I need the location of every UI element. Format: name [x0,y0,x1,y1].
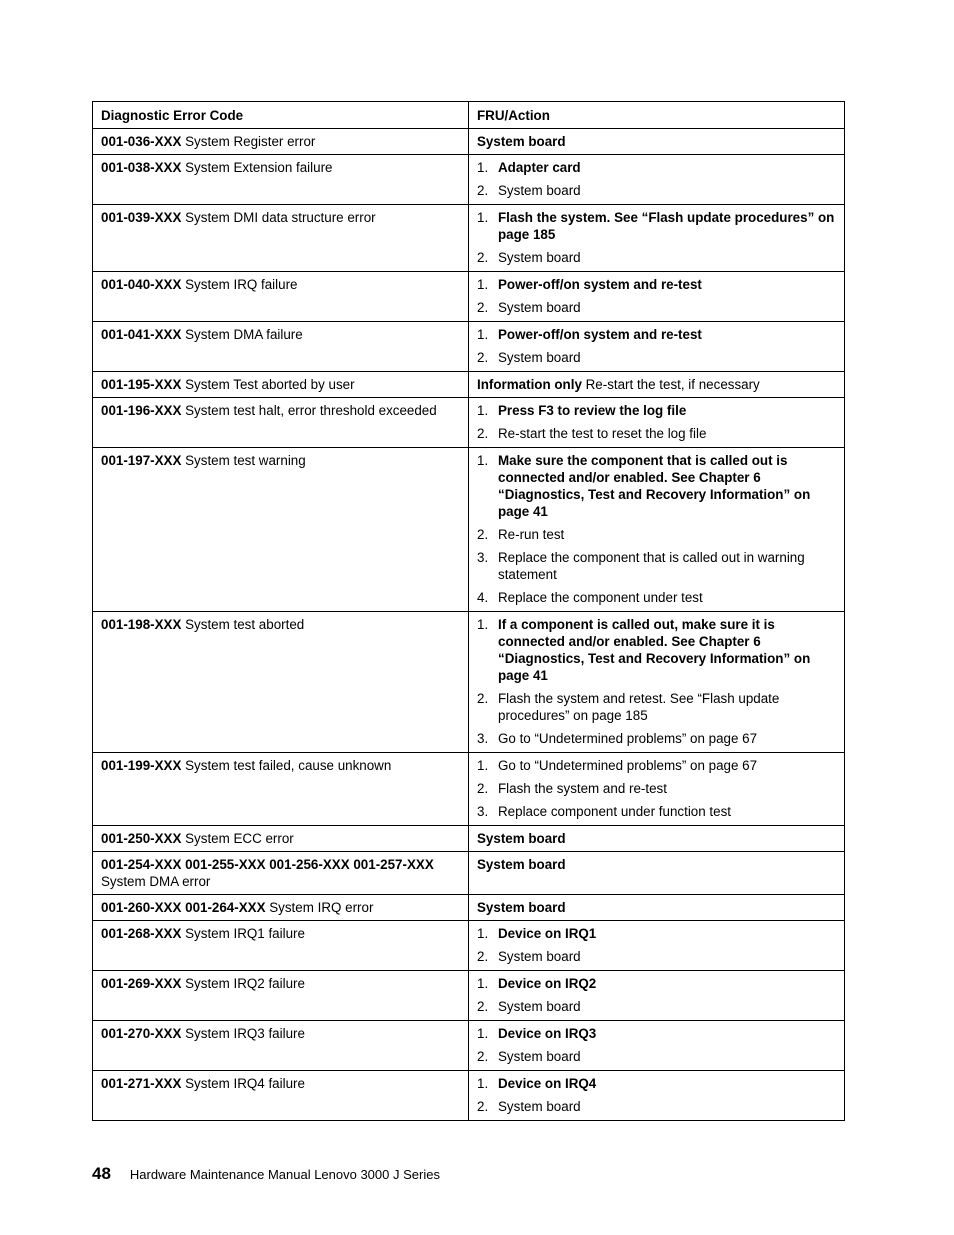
action-steps [477,452,836,606]
error-code: 001-270-XXX [101,1026,182,1041]
step-number: 2. [477,1049,489,1064]
error-code: 001-271-XXX [101,1076,182,1091]
step-number: 2. [477,781,489,796]
step-number: 2. [477,426,489,441]
step-text: Re-run test [498,527,565,542]
step-text: System board [498,999,581,1014]
action-step [477,757,836,774]
step-text: System board [498,250,581,265]
fru-action-text: System board [477,857,566,872]
fru-action-text: Information only [477,377,582,392]
table-header-row [93,102,845,129]
action-step [477,452,836,520]
error-code-cell [93,372,469,398]
action-steps [477,1025,836,1065]
step-number: 1. [477,976,489,991]
action-step [477,349,836,366]
action-step [477,780,836,797]
step-number: 1. [477,160,489,175]
step-text: Replace component under function test [498,804,731,819]
fru-action-text: System board [477,831,566,846]
step-text: System board [498,300,581,315]
step-text: System board [498,350,581,365]
step-number: 3. [477,731,489,746]
error-code-cell [93,272,469,322]
error-code-cell [93,852,469,895]
error-code: 001-197-XXX [101,453,182,468]
fru-action-cell [469,129,845,155]
table-row [93,322,845,372]
action-steps [477,402,836,442]
error-code-cell [93,448,469,612]
error-description: System DMA failure [181,327,303,342]
step-text: Flash the system. See “Flash update procedures” on page 185 [498,210,835,242]
step-number: 2. [477,300,489,315]
error-code-cell [93,1071,469,1121]
step-number: 2. [477,1099,489,1114]
header-fru-action: FRU/Action [469,102,845,129]
step-text: Flash the system and re-test [498,781,667,796]
page-number: 48 [92,1164,111,1183]
table-row [93,372,845,398]
action-step [477,730,836,747]
action-steps [477,975,836,1015]
error-code: 001-198-XXX [101,617,182,632]
table-row [93,448,845,612]
fru-action-cell [469,322,845,372]
step-number: 2. [477,691,489,706]
error-code-cell [93,826,469,852]
fru-action-cell [469,155,845,205]
step-text: Go to “Undetermined problems” on page 67 [498,731,758,746]
step-number: 1. [477,327,489,342]
table-row [93,155,845,205]
step-text: Go to “Undetermined problems” on page 67 [498,758,758,773]
step-text: Device on IRQ1 [498,926,597,941]
table-row [93,272,845,322]
step-text: Power-off/on system and re-test [498,327,702,342]
error-description: System DMA error [101,874,211,889]
step-text: Make sure the component that is called out is connected and/or enabled. See Chapter 6 “Diagnostics, Test and Recovery Information” on page 41 [498,453,811,519]
fru-action-text: System board [477,134,566,149]
action-step [477,589,836,606]
fru-action-cell [469,895,845,921]
error-code-cell [93,205,469,272]
action-step [477,159,836,176]
error-description: System IRQ4 failure [181,1076,305,1091]
action-step [477,249,836,266]
action-step [477,616,836,684]
footer-title: Hardware Maintenance Manual Lenovo 3000 J Series [129,1167,440,1182]
error-code: 001-268-XXX [101,926,182,941]
error-description: System Extension failure [181,160,333,175]
step-number: 2. [477,999,489,1014]
action-step [477,299,836,316]
action-steps [477,159,836,199]
action-step [477,975,836,992]
table-row [93,971,845,1021]
step-number: 2. [477,250,489,265]
fru-action-cell [469,448,845,612]
step-text: Device on IRQ2 [498,976,597,991]
step-number: 2. [477,350,489,365]
step-number: 1. [477,210,489,225]
fru-action-cell [469,1071,845,1121]
step-number: 3. [477,804,489,819]
action-step [477,326,836,343]
error-code-cell [93,921,469,971]
action-step [477,1075,836,1092]
action-step [477,803,836,820]
step-text: Device on IRQ4 [498,1076,597,1091]
fru-action-cell [469,612,845,753]
action-step [477,1098,836,1115]
table-row [93,826,845,852]
fru-action-text: Re-start the test, if necessary [581,377,760,392]
error-code: 001-269-XXX [101,976,182,991]
error-code-cell [93,895,469,921]
action-step [477,549,836,583]
error-code: 001-250-XXX [101,831,182,846]
action-step [477,925,836,942]
table-row [93,921,845,971]
step-number: 3. [477,550,489,565]
action-steps [477,616,836,747]
table-row [93,753,845,826]
step-text: Adapter card [498,160,581,175]
step-text: If a component is called out, make sure it is connected and/or enabled. See Chapter 6 “Diagnostics, Test and Recovery Information” on page 41 [498,617,811,683]
step-number: 4. [477,590,489,605]
action-steps [477,209,836,266]
action-steps [477,1075,836,1115]
error-description: System IRQ1 failure [181,926,305,941]
table-body [93,129,845,1121]
step-text: Replace the component under test [498,590,703,605]
action-steps [477,925,836,965]
error-code: 001-040-XXX [101,277,182,292]
step-number: 1. [477,617,489,632]
step-text: System board [498,949,581,964]
error-code: 001-041-XXX [101,327,182,342]
error-description: System test warning [181,453,306,468]
fru-action-cell [469,921,845,971]
table-row [93,612,845,753]
error-description: System IRQ2 failure [181,976,305,991]
error-description: System test halt, error threshold exceeded [181,403,437,418]
table-row [93,1071,845,1121]
fru-action-cell [469,753,845,826]
action-step [477,690,836,724]
fru-action-cell [469,852,845,895]
header-diagnostic-error-code: Diagnostic Error Code [93,102,469,129]
step-text: Re-start the test to reset the log file [498,426,707,441]
step-text: Device on IRQ3 [498,1026,597,1041]
step-number: 1. [477,453,489,468]
error-description: System Test aborted by user [181,377,355,392]
error-code: 001-260-XXX 001-264-XXX [101,900,266,915]
error-description: System IRQ3 failure [181,1026,305,1041]
action-step [477,1025,836,1042]
error-code-cell [93,129,469,155]
action-step [477,209,836,243]
error-description: System ECC error [181,831,294,846]
action-step [477,1048,836,1065]
step-text: Power-off/on system and re-test [498,277,702,292]
step-number: 1. [477,1026,489,1041]
error-code-cell [93,1021,469,1071]
fru-action-cell [469,826,845,852]
action-step [477,526,836,543]
table-row [93,205,845,272]
error-code: 001-254-XXX 001-255-XXX 001-256-XXX 001-257-XXX [101,857,434,872]
error-code: 001-196-XXX [101,403,182,418]
action-step [477,425,836,442]
error-description: System IRQ error [265,900,374,915]
error-code-cell [93,398,469,448]
action-step [477,998,836,1015]
fru-action-cell [469,372,845,398]
step-number: 1. [477,1076,489,1091]
fru-action-cell [469,205,845,272]
step-text: System board [498,183,581,198]
step-number: 1. [477,926,489,941]
fru-action-cell [469,398,845,448]
page-footer [92,1164,440,1184]
error-description: System Register error [181,134,316,149]
table-row [93,1021,845,1071]
diagnostic-error-table [92,101,845,1121]
step-number: 2. [477,949,489,964]
error-code: 001-199-XXX [101,758,182,773]
action-steps [477,326,836,366]
error-code: 001-195-XXX [101,377,182,392]
table-row [93,398,845,448]
fru-action-cell [469,272,845,322]
step-text: System board [498,1049,581,1064]
error-description: System test aborted [181,617,305,632]
error-code: 001-036-XXX [101,134,182,149]
fru-action-cell [469,971,845,1021]
action-step [477,402,836,419]
error-code: 001-039-XXX [101,210,182,225]
table-row [93,895,845,921]
error-code-cell [93,971,469,1021]
action-step [477,276,836,293]
step-number: 2. [477,527,489,542]
step-text: System board [498,1099,581,1114]
step-number: 1. [477,277,489,292]
error-code-cell [93,322,469,372]
step-text: Flash the system and retest. See “Flash update procedures” on page 185 [498,691,780,723]
action-steps [477,276,836,316]
step-number: 1. [477,403,489,418]
step-number: 2. [477,183,489,198]
fru-action-text: System board [477,900,566,915]
action-steps [477,757,836,820]
action-step [477,182,836,199]
error-description: System IRQ failure [181,277,298,292]
step-number: 1. [477,758,489,773]
step-text: Replace the component that is called out in warning statement [498,550,805,582]
error-code-cell [93,612,469,753]
error-code: 001-038-XXX [101,160,182,175]
error-description: System DMI data structure error [181,210,376,225]
fru-action-cell [469,1021,845,1071]
table-row [93,852,845,895]
step-text: Press F3 to review the log file [498,403,687,418]
action-step [477,948,836,965]
error-code-cell [93,753,469,826]
error-code-cell [93,155,469,205]
table-row [93,129,845,155]
error-description: System test failed, cause unknown [181,758,392,773]
